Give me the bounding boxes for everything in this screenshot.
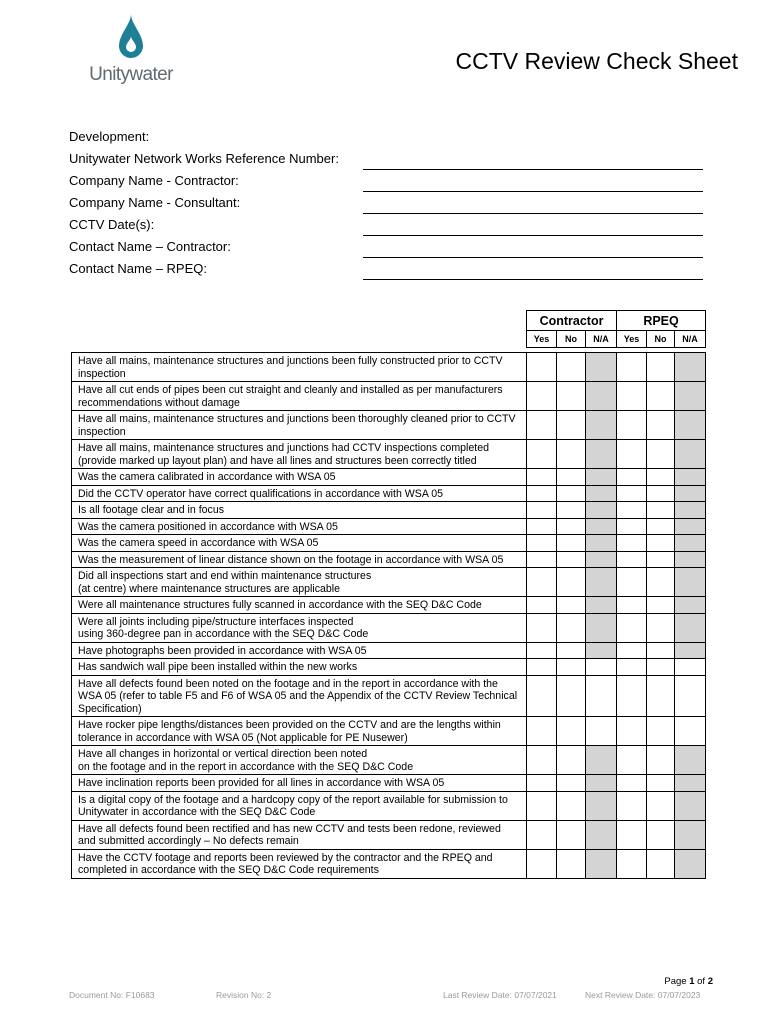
table-row: [72, 469, 706, 486]
rpeq-na-checkbox-cell[interactable]: [675, 659, 706, 676]
table-row: [72, 675, 706, 717]
rpeq-yes-checkbox-cell[interactable]: [617, 551, 647, 568]
contractor-na-checkbox-cell[interactable]: [586, 353, 617, 382]
table-row: [72, 568, 706, 597]
contractor-no-checkbox-cell[interactable]: [557, 642, 586, 659]
question-text: Have inclination reports been provided for all lines in accordance with WSA 05: [72, 775, 527, 792]
question-text: Have all mains, maintenance structures and junctions been thoroughly cleaned prior to CCTV inspection: [72, 411, 527, 440]
form-field-label: Company Name - Contractor:: [69, 173, 239, 188]
rpeq-na-checkbox-cell[interactable]: [675, 820, 706, 849]
contractor-no-checkbox-cell[interactable]: [557, 353, 586, 382]
rpeq-na-checkbox-cell[interactable]: [675, 791, 706, 820]
form-field: [69, 259, 709, 281]
rpeq-no-header: No: [647, 331, 675, 348]
contractor-no-checkbox-cell[interactable]: [557, 597, 586, 614]
question-text: Have all defects found been noted on the footage and in the report in accordance with the WSA 05 (refer to table F5 and F6 of WSA 05 and the Appendix of the CCTV Review Technical Specification): [72, 675, 527, 717]
form-field-input-line[interactable]: [363, 169, 703, 170]
contractor-no-checkbox-cell[interactable]: [557, 849, 586, 878]
table-row: [72, 411, 706, 440]
rpeq-no-checkbox-cell[interactable]: [647, 642, 675, 659]
rpeq-na-checkbox-cell[interactable]: [675, 518, 706, 535]
rpeq-na-header: N/A: [675, 331, 706, 348]
table-row: [72, 382, 706, 411]
rpeq-yes-checkbox-cell[interactable]: [617, 597, 647, 614]
contractor-na-checkbox-cell[interactable]: [586, 775, 617, 792]
rpeq-no-checkbox-cell[interactable]: [647, 849, 675, 878]
question-text: Did the CCTV operator have correct qualifications in accordance with WSA 05: [72, 485, 527, 502]
rpeq-na-checkbox-cell[interactable]: [675, 775, 706, 792]
contractor-no-checkbox-cell[interactable]: [557, 568, 586, 597]
contractor-yes-checkbox-cell[interactable]: [527, 551, 557, 568]
rpeq-yes-checkbox-cell[interactable]: [617, 469, 647, 486]
page-number: Page 1 of 2: [664, 976, 713, 987]
table-row: [72, 535, 706, 552]
rpeq-no-checkbox-cell[interactable]: [647, 469, 675, 486]
contractor-yes-checkbox-cell[interactable]: [527, 485, 557, 502]
contractor-na-checkbox-cell[interactable]: [586, 659, 617, 676]
form-field-label: Contact Name – RPEQ:: [69, 261, 207, 276]
rpeq-na-checkbox-cell[interactable]: [675, 535, 706, 552]
contractor-yes-checkbox-cell[interactable]: [527, 613, 557, 642]
rpeq-na-checkbox-cell[interactable]: [675, 411, 706, 440]
contractor-yes-header: Yes: [527, 331, 557, 348]
contractor-no-checkbox-cell[interactable]: [557, 820, 586, 849]
rpeq-yes-checkbox-cell[interactable]: [617, 502, 647, 519]
contractor-na-checkbox-cell[interactable]: [586, 568, 617, 597]
rpeq-na-checkbox-cell[interactable]: [675, 642, 706, 659]
contractor-no-checkbox-cell[interactable]: [557, 518, 586, 535]
rpeq-na-checkbox-cell[interactable]: [675, 675, 706, 717]
rpeq-no-checkbox-cell[interactable]: [647, 551, 675, 568]
question-text: Have all defects found been rectified and has new CCTV and tests been redone, reviewed and submitted accordingly – No defects remain: [72, 820, 527, 849]
rpeq-na-checkbox-cell[interactable]: [675, 440, 706, 469]
table-row: [72, 597, 706, 614]
contractor-na-checkbox-cell[interactable]: [586, 518, 617, 535]
contractor-yes-checkbox-cell[interactable]: [527, 597, 557, 614]
form-field-label: Development:: [69, 129, 150, 144]
contractor-no-checkbox-cell[interactable]: [557, 717, 586, 746]
rpeq-yes-checkbox-cell[interactable]: [617, 535, 647, 552]
contractor-na-checkbox-cell[interactable]: [586, 440, 617, 469]
contractor-yes-checkbox-cell[interactable]: [527, 382, 557, 411]
contractor-na-checkbox-cell[interactable]: [586, 717, 617, 746]
rpeq-yes-checkbox-cell[interactable]: [617, 791, 647, 820]
contractor-na-checkbox-cell[interactable]: [586, 791, 617, 820]
rpeq-yes-checkbox-cell[interactable]: [617, 717, 647, 746]
contractor-yes-checkbox-cell[interactable]: [527, 746, 557, 775]
rpeq-no-checkbox-cell[interactable]: [647, 659, 675, 676]
revision-number: Revision No: 2: [216, 990, 272, 1000]
rpeq-no-checkbox-cell[interactable]: [647, 568, 675, 597]
rpeq-yes-checkbox-cell[interactable]: [617, 568, 647, 597]
page-title: CCTV Review Check Sheet: [455, 48, 738, 75]
rpeq-no-checkbox-cell[interactable]: [647, 597, 675, 614]
rpeq-yes-checkbox-cell[interactable]: [617, 659, 647, 676]
question-text: Is all footage clear and in focus: [72, 502, 527, 519]
rpeq-yes-checkbox-cell[interactable]: [617, 775, 647, 792]
rpeq-yes-checkbox-cell[interactable]: [617, 746, 647, 775]
contractor-na-checkbox-cell[interactable]: [586, 502, 617, 519]
contractor-no-checkbox-cell[interactable]: [557, 382, 586, 411]
contractor-na-checkbox-cell[interactable]: [586, 613, 617, 642]
rpeq-yes-header: Yes: [617, 331, 647, 348]
question-text: Was the camera calibrated in accordance with WSA 05: [72, 469, 527, 486]
form-field: [69, 237, 709, 259]
form-field-label: Contact Name – Contractor:: [69, 239, 231, 254]
contractor-na-checkbox-cell[interactable]: [586, 642, 617, 659]
question-text: Were all maintenance structures fully scanned in accordance with the SEQ D&C Code: [72, 597, 527, 614]
form-field-input-line[interactable]: [363, 213, 703, 214]
contractor-na-checkbox-cell[interactable]: [586, 485, 617, 502]
contractor-yes-checkbox-cell[interactable]: [527, 518, 557, 535]
question-text: Has sandwich wall pipe been installed within the new works: [72, 659, 527, 676]
contractor-no-checkbox-cell[interactable]: [557, 440, 586, 469]
form-field-label: Company Name - Consultant:: [69, 195, 241, 210]
rpeq-no-checkbox-cell[interactable]: [647, 485, 675, 502]
contractor-yes-checkbox-cell[interactable]: [527, 675, 557, 717]
contractor-na-checkbox-cell[interactable]: [586, 746, 617, 775]
rpeq-yes-checkbox-cell[interactable]: [617, 485, 647, 502]
contractor-no-checkbox-cell[interactable]: [557, 535, 586, 552]
form-field-input-line[interactable]: [363, 257, 703, 258]
contractor-yes-checkbox-cell[interactable]: [527, 502, 557, 519]
rpeq-no-checkbox-cell[interactable]: [647, 675, 675, 717]
table-row: [72, 353, 706, 382]
form-field-input-line[interactable]: [363, 191, 703, 192]
rpeq-na-checkbox-cell[interactable]: [675, 353, 706, 382]
rpeq-no-checkbox-cell[interactable]: [647, 820, 675, 849]
rpeq-no-checkbox-cell[interactable]: [647, 502, 675, 519]
question-text: Was the camera positioned in accordance with WSA 05: [72, 518, 527, 535]
table-row: [72, 820, 706, 849]
rpeq-no-checkbox-cell[interactable]: [647, 613, 675, 642]
rpeq-na-checkbox-cell[interactable]: [675, 568, 706, 597]
table-row: [72, 746, 706, 775]
rpeq-na-checkbox-cell[interactable]: [675, 597, 706, 614]
question-text: Have the CCTV footage and reports been reviewed by the contractor and the RPEQ and completed in accordance with the SEQ D&C Code requirements: [72, 849, 527, 878]
table-row: [72, 849, 706, 878]
question-text: Have all mains, maintenance structures and junctions been fully constructed prior to CCTV inspection: [72, 353, 527, 382]
table-row: [72, 440, 706, 469]
table-row: [72, 791, 706, 820]
rpeq-na-checkbox-cell[interactable]: [675, 469, 706, 486]
question-text: Were all joints including pipe/structure interfaces inspected using 360-degree pan in accordance with the SEQ D&C Code: [72, 613, 527, 642]
rpeq-yes-checkbox-cell[interactable]: [617, 675, 647, 717]
form-field-input-line[interactable]: [363, 235, 703, 236]
rpeq-no-checkbox-cell[interactable]: [647, 775, 675, 792]
form-field-input-line[interactable]: [363, 279, 703, 280]
contractor-na-checkbox-cell[interactable]: [586, 849, 617, 878]
rpeq-na-checkbox-cell[interactable]: [675, 746, 706, 775]
rpeq-yes-checkbox-cell[interactable]: [617, 411, 647, 440]
rpeq-no-checkbox-cell[interactable]: [647, 382, 675, 411]
form-field: [69, 193, 709, 215]
question-text: Have photographs been provided in accordance with WSA 05: [72, 642, 527, 659]
contractor-no-checkbox-cell[interactable]: [557, 613, 586, 642]
rpeq-no-checkbox-cell[interactable]: [647, 791, 675, 820]
contractor-yes-checkbox-cell[interactable]: [527, 775, 557, 792]
rpeq-na-checkbox-cell[interactable]: [675, 849, 706, 878]
rpeq-no-checkbox-cell[interactable]: [647, 353, 675, 382]
contractor-no-checkbox-cell[interactable]: [557, 485, 586, 502]
rpeq-column-header: RPEQ: [617, 311, 706, 331]
contractor-na-checkbox-cell[interactable]: [586, 411, 617, 440]
document-number: Document No: F10683: [69, 990, 155, 1000]
question-text: Have all changes in horizontal or vertical direction been noted on the footage and in the report in accordance with the SEQ D&C Code: [72, 746, 527, 775]
last-review-date: Last Review Date: 07/07/2021: [443, 990, 557, 1000]
question-text: Was the measurement of linear distance shown on the footage in accordance with WSA 05: [72, 551, 527, 568]
rpeq-na-checkbox-cell[interactable]: [675, 551, 706, 568]
contractor-yes-checkbox-cell[interactable]: [527, 717, 557, 746]
contractor-no-checkbox-cell[interactable]: [557, 502, 586, 519]
contractor-yes-checkbox-cell[interactable]: [527, 535, 557, 552]
contractor-no-checkbox-cell[interactable]: [557, 659, 586, 676]
contractor-na-header: N/A: [586, 331, 617, 348]
table-row: [72, 502, 706, 519]
question-text: Have all cut ends of pipes been cut straight and cleanly and installed as per manufacturers recommendations without damage: [72, 382, 527, 411]
rpeq-yes-checkbox-cell[interactable]: [617, 353, 647, 382]
header-fields: [69, 127, 709, 281]
contractor-na-checkbox-cell[interactable]: [586, 551, 617, 568]
table-row: [72, 775, 706, 792]
contractor-no-checkbox-cell[interactable]: [557, 675, 586, 717]
contractor-no-checkbox-cell[interactable]: [557, 746, 586, 775]
table-row: [72, 717, 706, 746]
table-row: [72, 518, 706, 535]
table-row: [72, 551, 706, 568]
question-text: Was the camera speed in accordance with WSA 05: [72, 535, 527, 552]
contractor-no-checkbox-cell[interactable]: [557, 775, 586, 792]
contractor-no-checkbox-cell[interactable]: [557, 469, 586, 486]
question-text: Have all mains, maintenance structures and junctions had CCTV inspections completed (provide marked up layout plan) and have all lines and structures been correctly titled: [72, 440, 527, 469]
contractor-na-checkbox-cell[interactable]: [586, 469, 617, 486]
contractor-yes-checkbox-cell[interactable]: [527, 820, 557, 849]
form-field: [69, 127, 709, 149]
form-field-label: CCTV Date(s):: [69, 217, 155, 232]
form-field: [69, 215, 709, 237]
contractor-na-checkbox-cell[interactable]: [586, 382, 617, 411]
table-row: [72, 613, 706, 642]
form-field-label: Unitywater Network Works Reference Number:: [69, 151, 339, 166]
unitywater-logo: [86, 12, 176, 92]
rpeq-na-checkbox-cell[interactable]: [675, 382, 706, 411]
rpeq-no-checkbox-cell[interactable]: [647, 717, 675, 746]
contractor-na-checkbox-cell[interactable]: [586, 535, 617, 552]
rpeq-na-checkbox-cell[interactable]: [675, 613, 706, 642]
question-text: Is a digital copy of the footage and a hardcopy copy of the report available for submission to Unitywater in accordance with the SEQ D&C Code: [72, 791, 527, 820]
rpeq-yes-checkbox-cell[interactable]: [617, 382, 647, 411]
contractor-yes-checkbox-cell[interactable]: [527, 353, 557, 382]
contractor-no-header: No: [557, 331, 586, 348]
rpeq-na-checkbox-cell[interactable]: [675, 485, 706, 502]
contractor-no-checkbox-cell[interactable]: [557, 411, 586, 440]
rpeq-no-checkbox-cell[interactable]: [647, 411, 675, 440]
rpeq-yes-checkbox-cell[interactable]: [617, 518, 647, 535]
question-text: Have rocker pipe lengths/distances been provided on the CCTV and are the lengths within tolerance in accordance with WSA 05 (Not applicable for PE Nusewer): [72, 717, 527, 746]
checklist-table: [71, 310, 706, 879]
rpeq-na-checkbox-cell[interactable]: [675, 717, 706, 746]
contractor-na-checkbox-cell[interactable]: [586, 597, 617, 614]
rpeq-yes-checkbox-cell[interactable]: [617, 849, 647, 878]
contractor-yes-checkbox-cell[interactable]: [527, 440, 557, 469]
table-row: [72, 485, 706, 502]
contractor-yes-checkbox-cell[interactable]: [527, 791, 557, 820]
contractor-yes-checkbox-cell[interactable]: [527, 659, 557, 676]
contractor-yes-checkbox-cell[interactable]: [527, 411, 557, 440]
form-field: [69, 149, 709, 171]
rpeq-na-checkbox-cell[interactable]: [675, 502, 706, 519]
table-row: [72, 642, 706, 659]
contractor-yes-checkbox-cell[interactable]: [527, 849, 557, 878]
rpeq-no-checkbox-cell[interactable]: [647, 440, 675, 469]
contractor-column-header: Contractor: [527, 311, 617, 331]
rpeq-no-checkbox-cell[interactable]: [647, 535, 675, 552]
question-text: Did all inspections start and end within maintenance structures (at centre) where maintenance structures are applicable: [72, 568, 527, 597]
rpeq-yes-checkbox-cell[interactable]: [617, 642, 647, 659]
contractor-na-checkbox-cell[interactable]: [586, 675, 617, 717]
contractor-yes-checkbox-cell[interactable]: [527, 568, 557, 597]
table-row: [72, 659, 706, 676]
next-review-date: Next Review Date: 07/07/2023: [585, 990, 701, 1000]
logo-wordmark: Unitywater: [89, 64, 173, 85]
contractor-no-checkbox-cell[interactable]: [557, 791, 586, 820]
contractor-yes-checkbox-cell[interactable]: [527, 642, 557, 659]
rpeq-yes-checkbox-cell[interactable]: [617, 440, 647, 469]
form-field: [69, 171, 709, 193]
rpeq-yes-checkbox-cell[interactable]: [617, 820, 647, 849]
rpeq-yes-checkbox-cell[interactable]: [617, 613, 647, 642]
contractor-yes-checkbox-cell[interactable]: [527, 469, 557, 486]
contractor-na-checkbox-cell[interactable]: [586, 820, 617, 849]
rpeq-no-checkbox-cell[interactable]: [647, 518, 675, 535]
rpeq-no-checkbox-cell[interactable]: [647, 746, 675, 775]
water-drop-icon: [111, 14, 151, 62]
contractor-no-checkbox-cell[interactable]: [557, 551, 586, 568]
